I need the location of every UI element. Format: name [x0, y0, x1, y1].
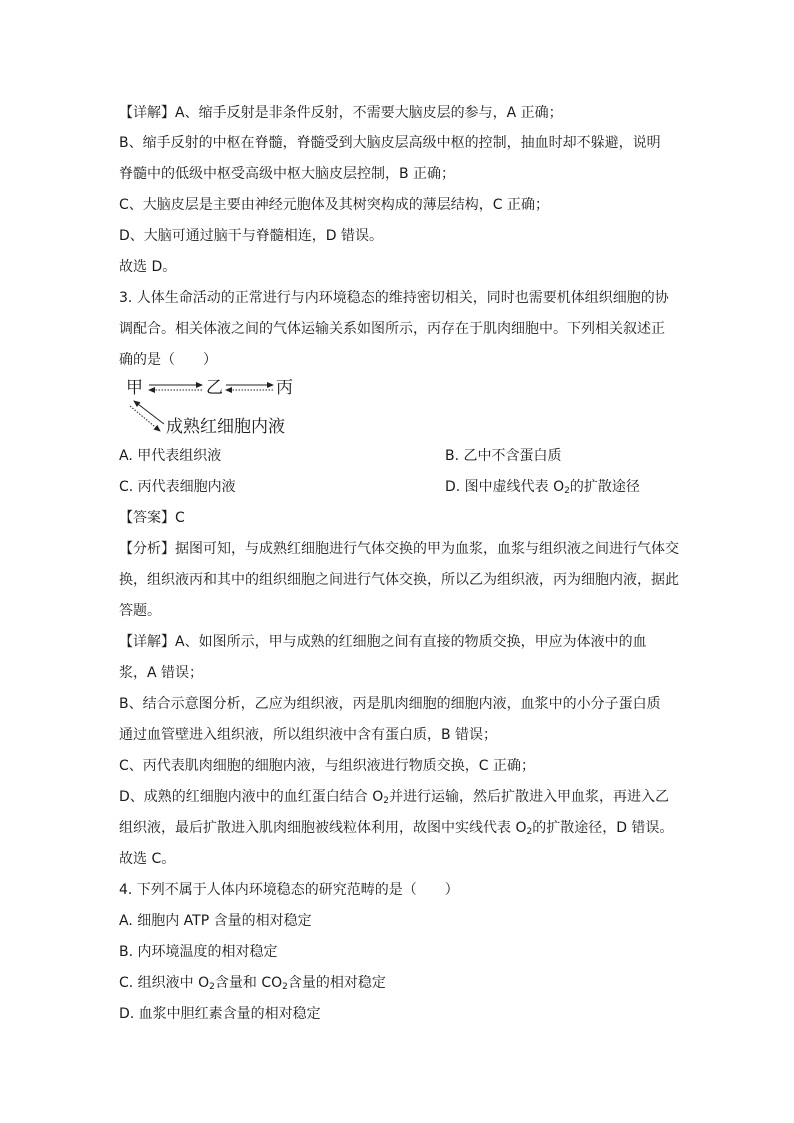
- q3-detail-line: 组织液，最后扩散进入肌肉细胞被线粒体利用，故图中实线代表 $O_2$的扩散途径，D 错误。: [119, 820, 674, 837]
- q3-analysis-line: 换，组织液丙和其中的组织细胞之间进行气体交换，所以乙为组织液，丙为细胞内液，据此: [119, 572, 679, 588]
- q3-stem-line: 3. 人体生命活动的正常进行与内环境稳态的维持密切相关，同时也需要机体组织细胞的协: [119, 290, 669, 306]
- node-bing: 丙: [276, 378, 293, 398]
- q3-conclusion: 故选 C。: [119, 851, 176, 867]
- q3-option-d: D. 图中虚线代表 $O_2$的扩散途径: [445, 479, 640, 496]
- diagram-arrows: [122, 374, 322, 442]
- q4-option-c: C. 组织液中 $O_2$含量和 $CO_2$含量的相对稳定: [119, 975, 386, 992]
- q3-detail-line: B、结合示意图分析，乙应为组织液，丙是肌肉细胞的细胞内液，血浆中的小分子蛋白质: [119, 696, 661, 712]
- q3-stem-line: 调配合。相关体液之间的气体运输关系如图所示，丙存在于肌肉细胞中。下列相关叙述正: [119, 321, 665, 337]
- arrow-rbc-to-jia: [134, 401, 164, 424]
- q3-detail-line: C、丙代表肌肉细胞的细胞内液，与组织液进行物质交换，C 正确；: [119, 758, 535, 774]
- q3-answer: 【答案】C: [119, 510, 185, 526]
- q2-detail-line: D、大脑可通过脑干与脊髓相连，D 错误。: [119, 228, 384, 244]
- q2-detail-line: 脊髓中的低级中枢受高级中枢大脑皮层控制，B 正确；: [119, 166, 456, 182]
- q4-option-d: D. 血浆中胆红素含量的相对稳定: [119, 1006, 321, 1022]
- q2-detail-line: 【详解】A、缩手反射是非条件反射，不需要大脑皮层的参与，A 正确；: [119, 105, 563, 121]
- gas-transport-diagram: [122, 374, 322, 442]
- q4-option-a: A. 细胞内 ATP 含量的相对稳定: [119, 913, 312, 929]
- node-yi: 乙: [206, 378, 223, 398]
- q4-stem: 4. 下列不属于人体内环境稳态的研究范畴的是（ ）: [119, 882, 459, 898]
- q3-detail-line: 【详解】A、如图所示，甲与成熟的红细胞之间有直接的物质交换，甲应为体液中的血: [119, 634, 647, 650]
- q2-detail-line: B、缩手反射的中枢在脊髓，脊髓受到大脑皮层高级中枢的控制，抽血时却不躲避，说明: [119, 135, 661, 151]
- q3-option-c: C. 丙代表细胞内液: [119, 479, 236, 495]
- q3-analysis-line: 答题。: [119, 603, 161, 619]
- q3-detail-line: 浆，A 错误；: [119, 665, 204, 681]
- node-jia: 甲: [126, 378, 143, 398]
- q3-detail-line: D、成熟的红细胞内液中的血红蛋白结合 $O_2$并进行运输，然后扩散进入甲血浆，再进入乙: [119, 789, 669, 806]
- q3-analysis-line: 【分析】据图可知，与成熟红细胞进行气体交换的甲为血浆，血浆与组织液之间进行气体交: [119, 541, 679, 557]
- q3-option-a: A. 甲代表组织液: [119, 448, 222, 464]
- q4-option-b: B. 内环境温度的相对稳定: [119, 944, 278, 960]
- q3-detail-line: 通过血管壁进入组织液，所以组织液中含有蛋白质，B 错误；: [119, 727, 498, 743]
- node-rbc: 成熟红细胞内液: [166, 417, 285, 437]
- q3-stem-line: 确的是（ ）: [119, 352, 217, 368]
- q3-option-b: B. 乙中不含蛋白质: [445, 448, 562, 464]
- q2-detail-line: C、大脑皮层是主要由神经元胞体及其树突构成的薄层结构，C 正确；: [119, 197, 549, 213]
- q2-conclusion: 故选 D。: [119, 259, 177, 275]
